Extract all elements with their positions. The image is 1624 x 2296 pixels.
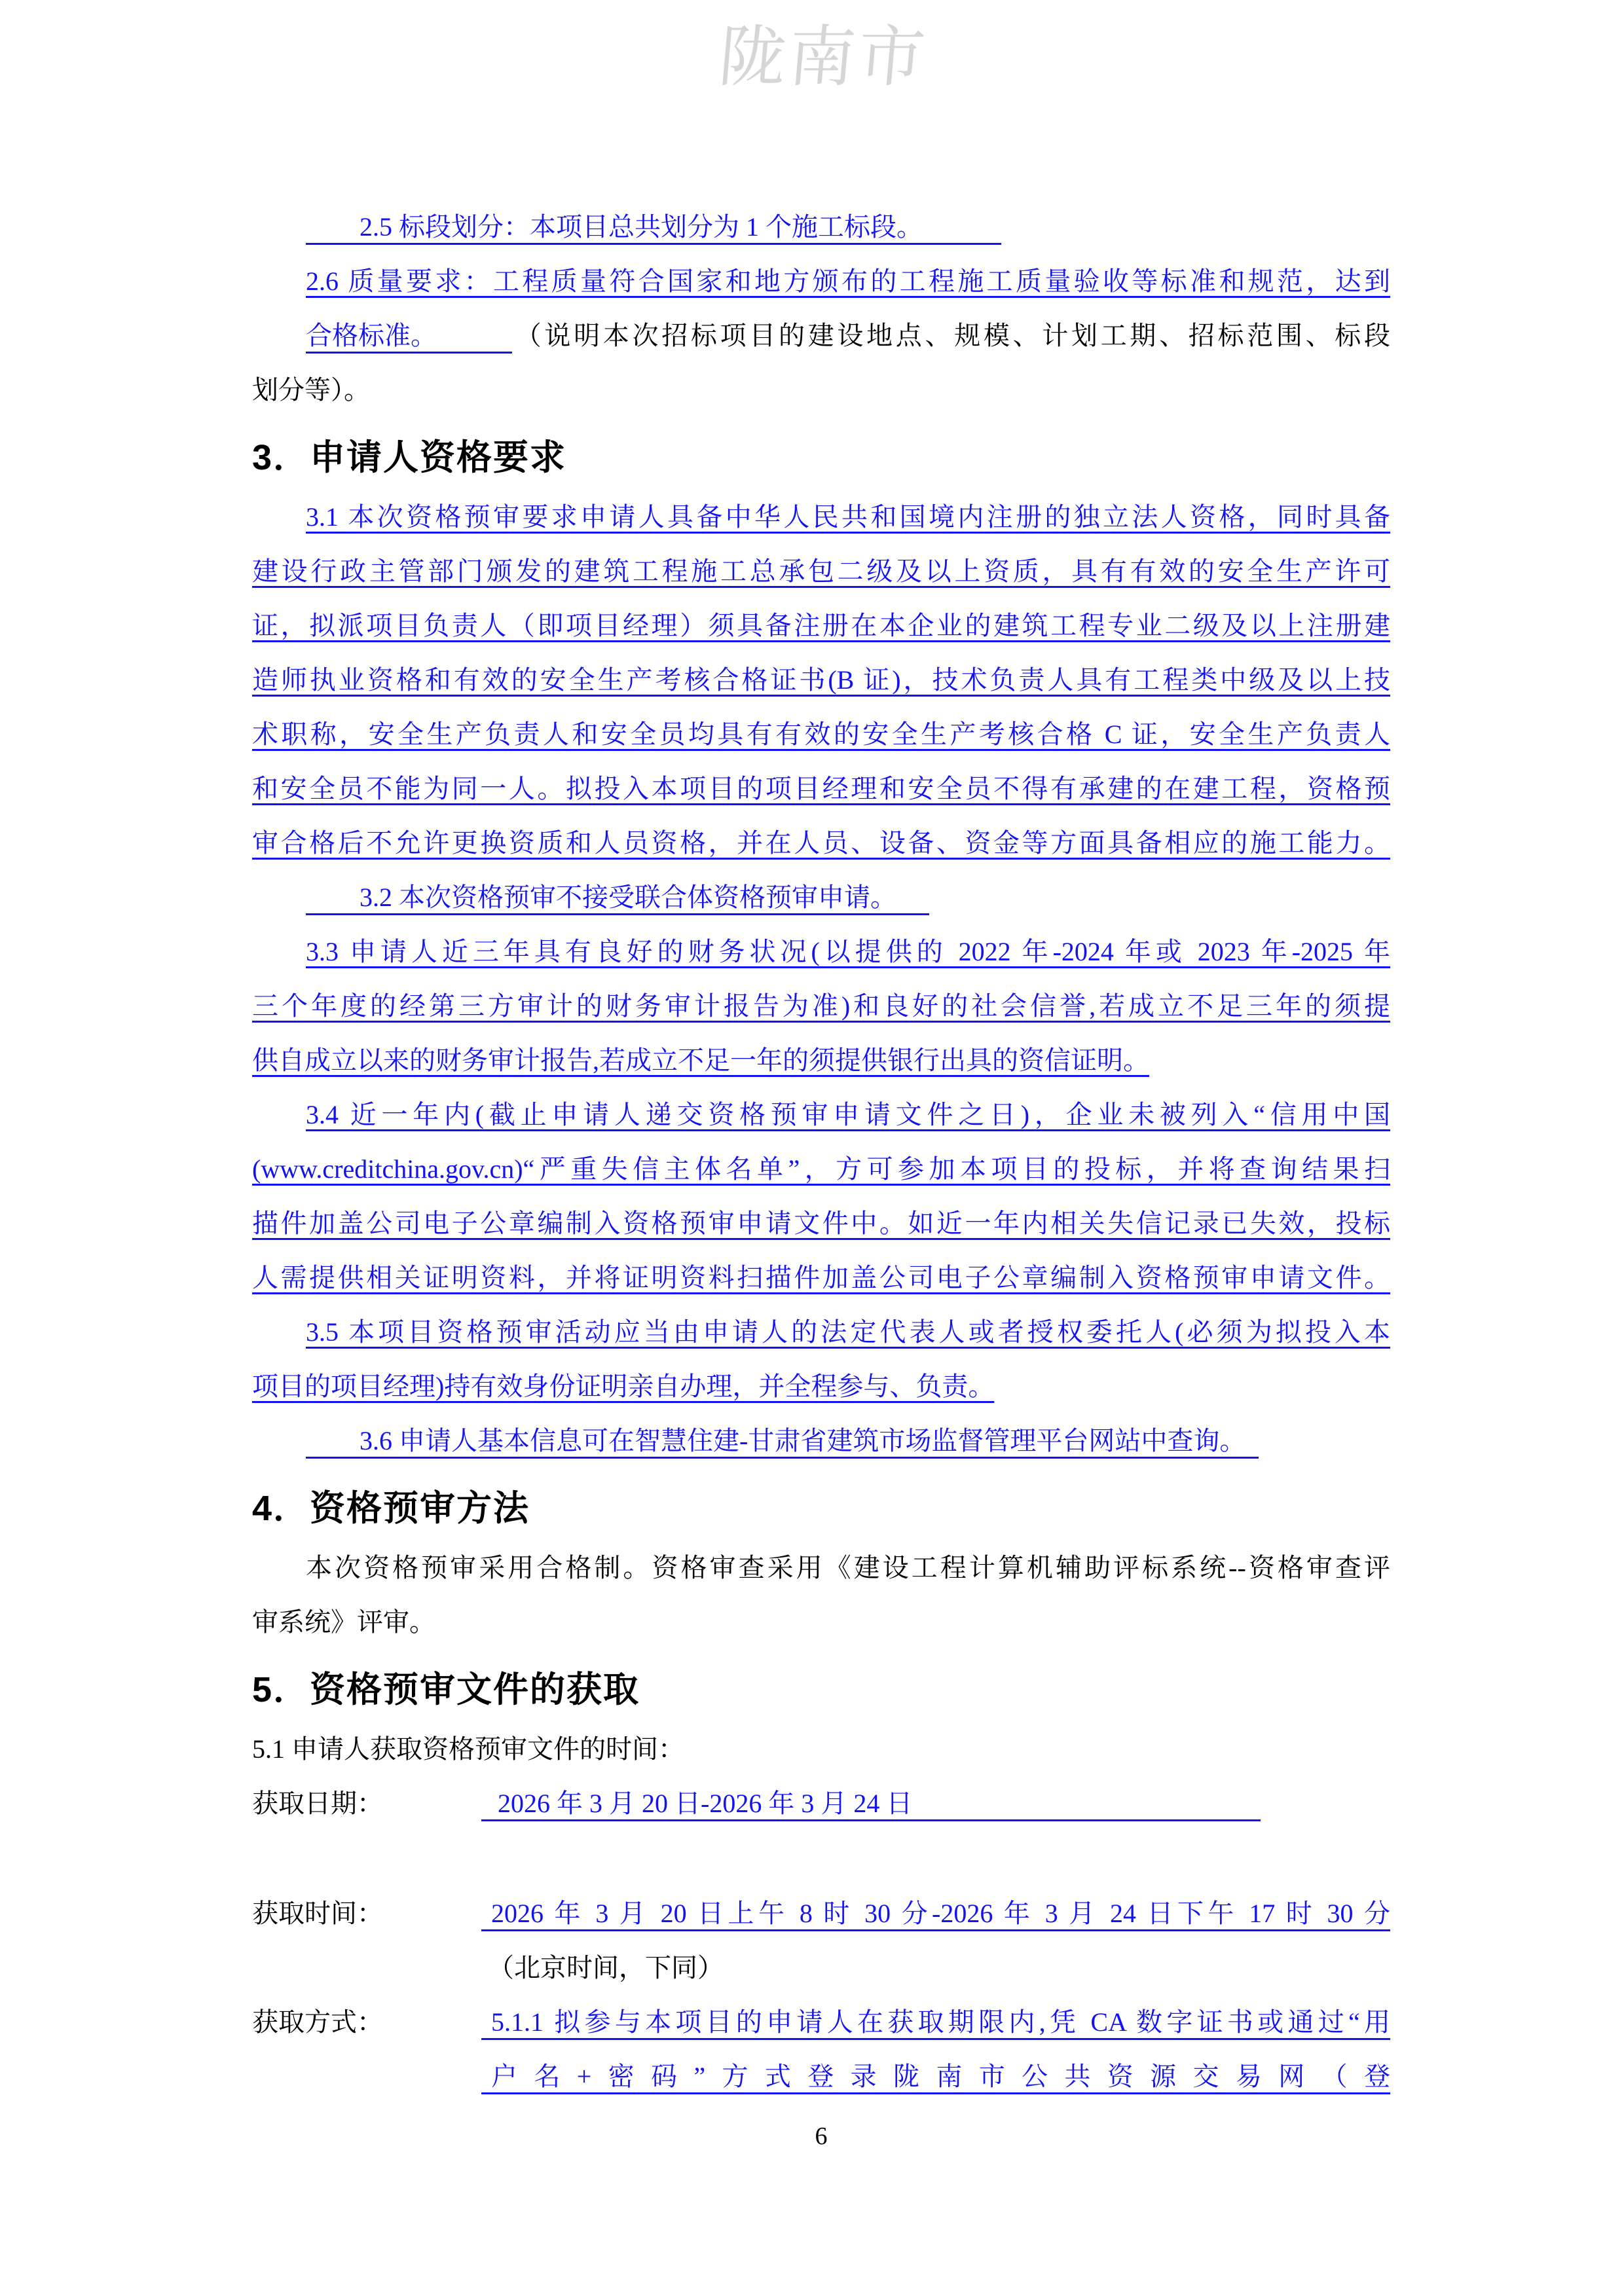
- clause-5-1-intro: 5.1 申请人获取资格预审文件的时间：: [252, 1734, 684, 1764]
- clause-3-4-line-4: 人需提供相关证明资料，并将证明资料扫描件加盖公司电子公章编制入资格预审申请文件。: [252, 1263, 1390, 1292]
- section-4-body-line-1: 本次资格预审采用合格制。资格审查采用《建设工程计算机辅助评标系统--资格审查评: [306, 1553, 1390, 1582]
- clause-2-6-line-2: [252, 308, 1390, 363]
- acquire-time-value: 2026 年 3 月 20 日上午 8 时 30 分-2026 年 3 月 24 日下午 17 时 30 分: [481, 1898, 1390, 1931]
- clause-3-2-text: 3.2 本次资格预审不接受联合体资格预审申请。: [306, 882, 929, 915]
- section-4-heading: 4．资格预审方法: [252, 1489, 530, 1528]
- clause-3-1-line-7: 审合格后不允许更换资质和人员资格，并在人员、设备、资金等方面具备相应的施工能力。: [252, 828, 1390, 858]
- watermark: 陇南市: [716, 21, 931, 95]
- clause-3-3-line-2: 三个年度的经第三方审计的财务审计报告为准)和良好的社会信誉,若成立不足三年的须提: [252, 991, 1390, 1021]
- clause-3-3-line-3: 供自成立以来的财务审计报告,若成立不足一年的须提供银行出具的资信证明。: [252, 1046, 1149, 1075]
- section-3-heading: 3．申请人资格要求: [252, 438, 567, 477]
- clause-3-1-line-5: 术职称，安全生产负责人和安全员均具有有效的安全生产考核合格 C 证，安全生产负责人: [252, 720, 1390, 749]
- clause-2-6-line-2-black: （说明本次招标项目的建设地点、规模、计划工期、招标范围、标段: [512, 321, 1390, 350]
- clause-2-6-line-3: 划分等）。: [252, 375, 370, 405]
- clause-2-5: [252, 200, 1390, 254]
- acquire-date-row: [252, 1776, 1390, 1831]
- clause-2-5-text: 2.5 标段划分：本项目总共划分为 1 个施工标段。: [306, 211, 1001, 245]
- page-number: 6: [815, 2123, 828, 2150]
- acquire-method-label: 获取方式：: [252, 2007, 383, 2037]
- acquire-time-label: 获取时间：: [252, 1899, 383, 1928]
- section-4-body-line-2: 审系统》评审。: [252, 1607, 435, 1637]
- clause-2-6-line-2-blue: 合格标准。: [306, 320, 512, 354]
- section-5-heading: 5．资格预审文件的获取: [252, 1670, 640, 1709]
- clause-3-3-line-1: 3.3 申请人近三年具有良好的财务状况(以提供的 2022 年-2024 年或 2023 年-2025 年: [306, 937, 1390, 966]
- acquire-method-row: [252, 1995, 1390, 2049]
- acquire-time-row: [252, 1886, 1390, 1941]
- clause-3-1-line-6: 和安全员不能为同一人。拟投入本项目的项目经理和安全员不得有承建的在建工程，资格预: [252, 774, 1390, 803]
- clause-2-6-line-1: 2.6 质量要求：工程质量符合国家和地方颁布的工程施工质量验收等标准和规范，达到: [306, 266, 1390, 296]
- clause-3-6: [252, 1413, 1390, 1468]
- clause-3-6-text: 3.6 申请人基本信息可在智慧住建-甘肃省建筑市场监督管理平台网站中查询。: [306, 1425, 1259, 1459]
- clause-3-5-line-1: 3.5 本项目资格预审活动应当由申请人的法定代表人或者授权委托人(必须为拟投入本: [306, 1317, 1390, 1347]
- clause-3-5-line-2: 项目的项目经理)持有效身份证明亲自办理，并全程参与、负责。: [252, 1372, 995, 1401]
- acquire-method-line-2: 户名+密码”方式登录陇南市公共资源交易网（登: [481, 2061, 1390, 2094]
- clause-3-1-line-2: 建设行政主管部门颁发的建筑工程施工总承包二级及以上资质，具有有效的安全生产许可: [252, 556, 1390, 586]
- acquire-date-value: 2026 年 3 月 20 日-2026 年 3 月 24 日: [481, 1788, 1261, 1821]
- clause-3-1-line-3: 证，拟派项目负责人（即项目经理）须具备注册在本企业的建筑工程专业二级及以上注册建: [252, 611, 1390, 640]
- clause-3-1-line-4: 造师执业资格和有效的安全生产考核合格证书(B 证)，技术负责人具有工程类中级及以上技: [252, 665, 1390, 695]
- acquire-method-line-2-row: [481, 2049, 1390, 2104]
- acquire-date-label: 获取日期：: [252, 1789, 383, 1818]
- clause-3-1-line-1: 3.1 本次资格预审要求申请人具备中华人民共和国境内注册的独立法人资格，同时具备: [306, 502, 1390, 532]
- clause-3-4-line-2: (www.creditchina.gov.cn)“严重失信主体名单”，方可参加本项目的投标，并将查询结果扫: [252, 1154, 1390, 1184]
- clause-3-4-line-3: 描件加盖公司电子公章编制入资格预审申请文件中。如近一年内相关失信记录已失效，投标: [252, 1209, 1390, 1238]
- timezone-note: （北京时间，下同）: [488, 1953, 724, 1982]
- acquire-method-line-1: 5.1.1 拟参与本项目的申请人在获取期限内,凭 CA 数字证书或通过“用: [481, 2007, 1390, 2040]
- clause-3-4-line-1: 3.4 近一年内(截止申请人递交资格预审申请文件之日)，企业未被列入“信用中国: [306, 1100, 1390, 1129]
- clause-3-2: [252, 870, 1390, 924]
